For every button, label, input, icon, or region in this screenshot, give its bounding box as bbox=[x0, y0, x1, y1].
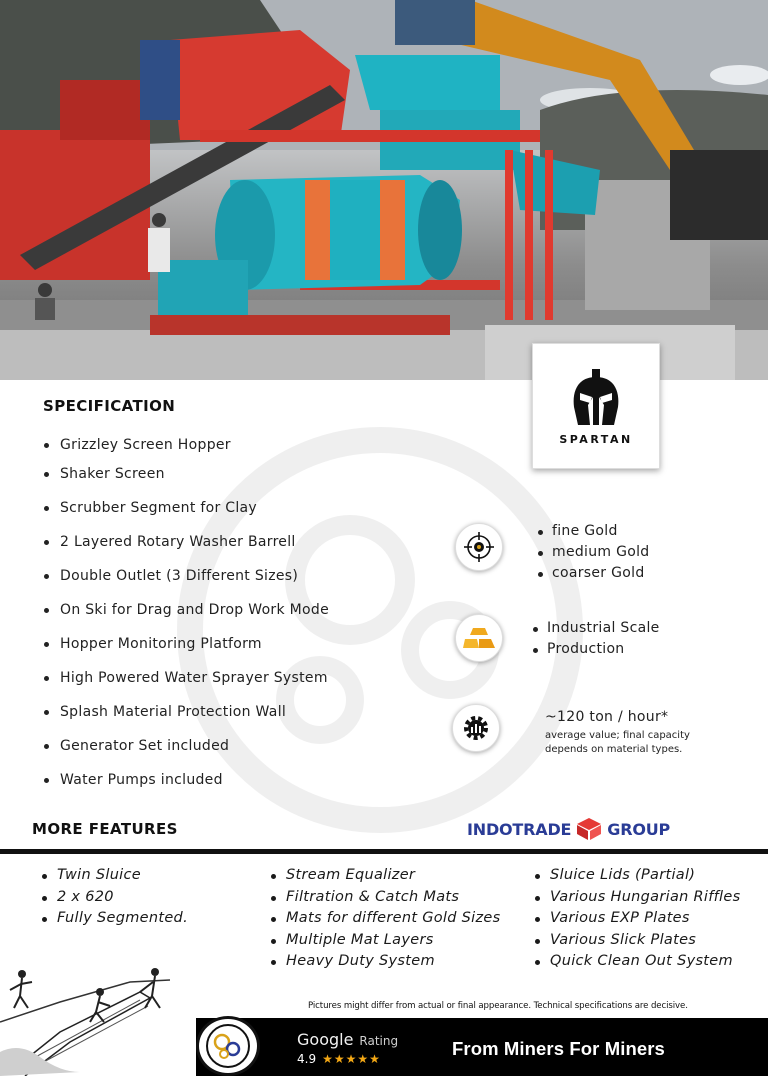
section-divider bbox=[0, 849, 768, 854]
brand-name-part2: GROUP bbox=[607, 819, 671, 839]
specification-list bbox=[44, 436, 329, 805]
spec-item: Grizzley Screen Hopper bbox=[44, 436, 329, 465]
disclaimer-text: Pictures might differ from actual or final appearance. Technical specifications are decisive. bbox=[308, 1001, 688, 1011]
tagline: From Miners For Miners bbox=[452, 1038, 665, 1059]
spec-item: Water Pumps included bbox=[44, 771, 329, 805]
features-column-1 bbox=[39, 865, 188, 930]
feature-item: Various EXP Plates bbox=[532, 908, 740, 930]
gear-chart-icon bbox=[452, 704, 500, 752]
feature-item: Filtration & Catch Mats bbox=[268, 887, 501, 909]
rating-label: Rating bbox=[359, 1034, 399, 1048]
feature-item: 2 x 620 bbox=[39, 887, 188, 909]
rating-value: 4.9 bbox=[297, 1052, 317, 1066]
specification-heading: SPECIFICATION bbox=[43, 397, 176, 415]
feature-item: Various Slick Plates bbox=[532, 930, 740, 952]
feature-item: Twin Sluice bbox=[39, 865, 188, 887]
spec-item: On Ski for Drag and Drop Work Mode bbox=[44, 601, 329, 635]
gold-size-item: coarser Gold bbox=[538, 563, 649, 584]
spec-item: Shaker Screen bbox=[44, 465, 329, 499]
hero-photo bbox=[0, 0, 768, 380]
feature-item: Heavy Duty System bbox=[268, 951, 501, 973]
scale-item: Production bbox=[533, 639, 660, 660]
spec-item: Splash Material Protection Wall bbox=[44, 703, 329, 737]
crosshair-icon bbox=[455, 523, 503, 571]
spec-item: Double Outlet (3 Different Sizes) bbox=[44, 567, 329, 601]
scale-list bbox=[533, 618, 660, 660]
logo-wordmark: SPARTAN bbox=[559, 432, 633, 446]
spec-item: 2 Layered Rotary Washer Barrell bbox=[44, 533, 329, 567]
capacity-value: ~120 ton / hour* bbox=[545, 709, 669, 725]
feature-item: Fully Segmented. bbox=[39, 908, 188, 930]
google-rating[interactable] bbox=[297, 1030, 399, 1066]
gold-size-item: fine Gold bbox=[538, 521, 649, 542]
gold-size-item: medium Gold bbox=[538, 542, 649, 563]
capacity-note-line2: depends on material types. bbox=[545, 744, 683, 755]
spec-item: Scrubber Segment for Clay bbox=[44, 499, 329, 533]
gold-sizes-list bbox=[538, 521, 649, 584]
features-column-2 bbox=[268, 865, 501, 973]
rating-stars-icon: ★★★★★ bbox=[322, 1052, 381, 1066]
feature-item: Sluice Lids (Partial) bbox=[532, 865, 740, 887]
company-badge-icon bbox=[196, 1016, 260, 1076]
spec-item: Hopper Monitoring Platform bbox=[44, 635, 329, 669]
feature-item: Various Hungarian Riffles bbox=[532, 887, 740, 909]
cube-icon bbox=[576, 817, 602, 841]
rating-score bbox=[297, 1052, 381, 1066]
scale-item: Industrial Scale bbox=[533, 618, 660, 639]
feature-item: Multiple Mat Layers bbox=[268, 930, 501, 952]
brand-name-part1: INDOTRADE bbox=[467, 819, 572, 839]
google-label: Google bbox=[297, 1030, 354, 1049]
capacity-block bbox=[545, 709, 690, 757]
spec-item: Generator Set included bbox=[44, 737, 329, 771]
more-features-heading: MORE FEATURES bbox=[32, 820, 178, 838]
feature-item: Quick Clean Out System bbox=[532, 951, 740, 973]
capacity-note-line1: average value; final capacity bbox=[545, 730, 690, 741]
feature-item: Mats for different Gold Sizes bbox=[268, 908, 501, 930]
feature-item: Stream Equalizer bbox=[268, 865, 501, 887]
gold-bars-icon bbox=[455, 614, 503, 662]
features-column-3 bbox=[532, 865, 740, 973]
miners-sketch-illustration bbox=[0, 962, 205, 1076]
indotrade-logo bbox=[467, 817, 670, 841]
spec-item: High Powered Water Sprayer System bbox=[44, 669, 329, 703]
